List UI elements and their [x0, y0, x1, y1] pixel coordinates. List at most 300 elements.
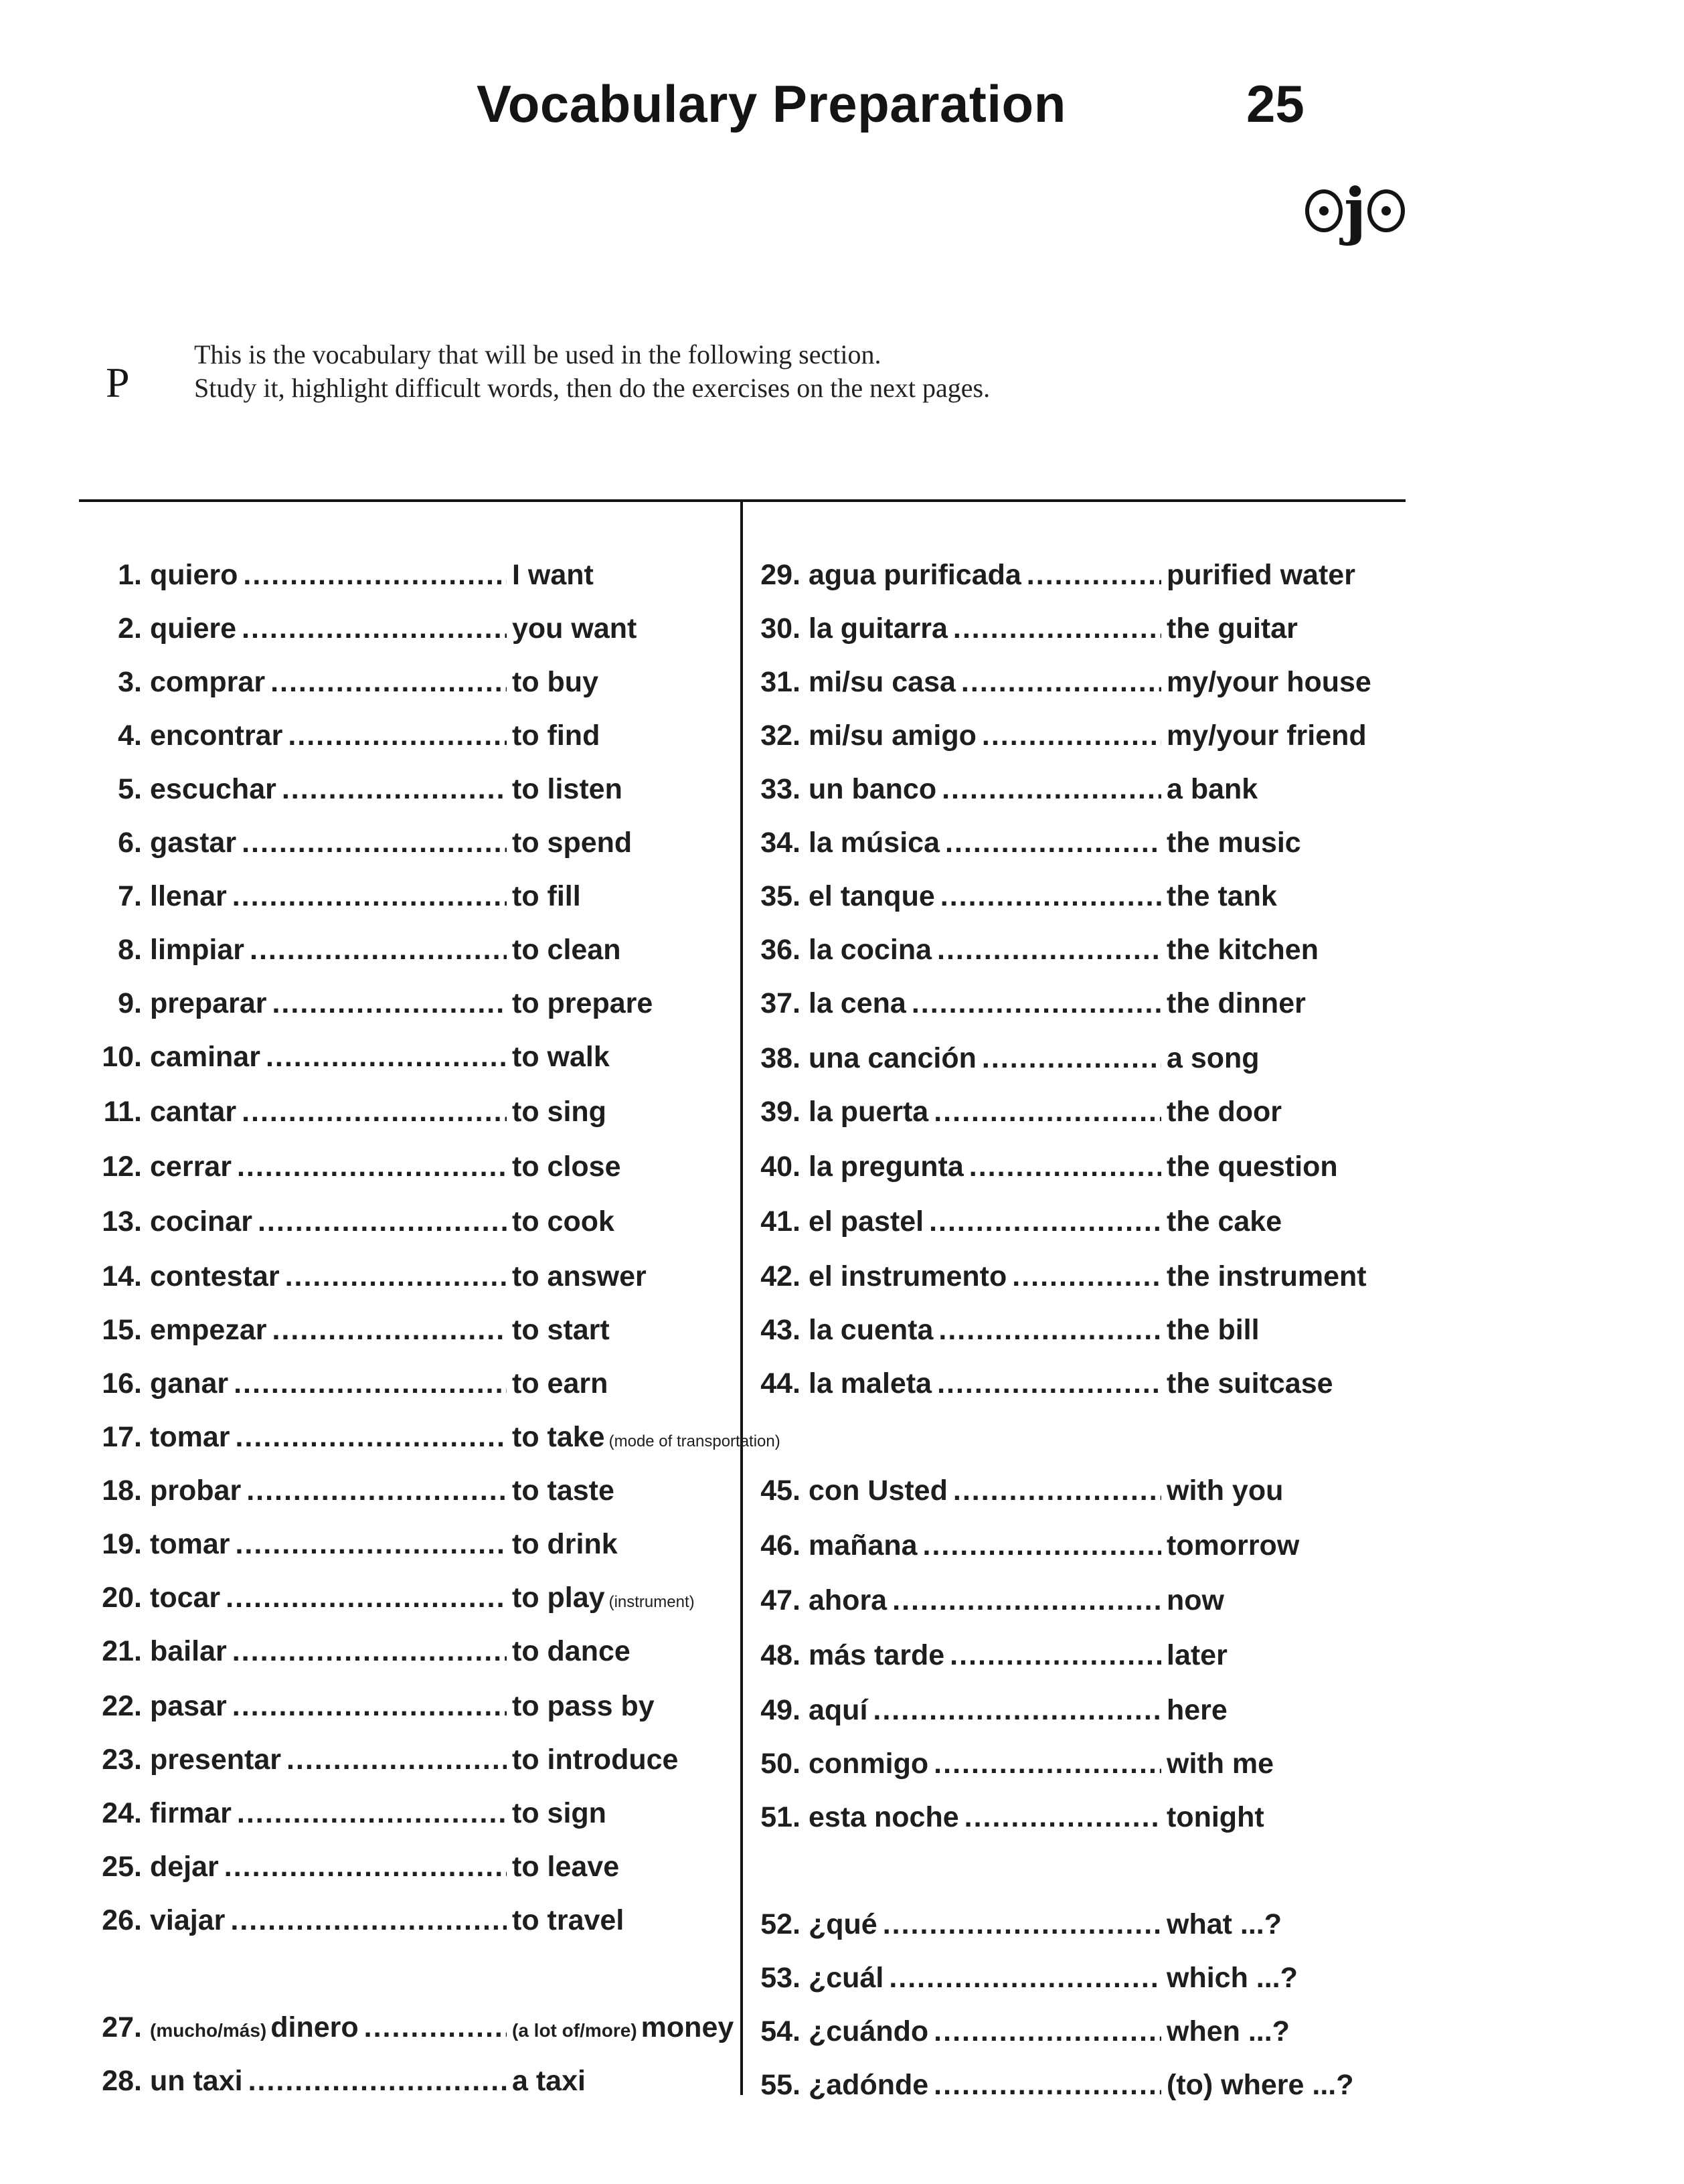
leader-dots [934, 2069, 1161, 2102]
english-translation: to start [512, 1314, 610, 1346]
spanish-term: caminar [150, 1041, 260, 1073]
vocab-entry [755, 827, 1398, 869]
entry-number: 24. [102, 1797, 142, 1829]
leader-dots [938, 1314, 1161, 1347]
spanish-term: tomar [150, 1421, 230, 1453]
english-cell [512, 1475, 743, 1507]
entry-number: 38. [760, 1042, 801, 1074]
spanish-term: ¿cuál [809, 1962, 884, 1994]
leader-dots [912, 987, 1161, 1020]
leader-dots [272, 1314, 507, 1347]
spanish-term: tomar [150, 1528, 230, 1560]
english-cell [1167, 934, 1398, 967]
english-translation: to spend [512, 827, 633, 859]
leader-dots [243, 559, 507, 592]
english-translation: purified water [1167, 559, 1355, 591]
spanish-term: con Usted [809, 1475, 948, 1507]
leader-dots [923, 1529, 1161, 1562]
vocab-entry [100, 1096, 743, 1139]
vocab-entry [755, 1260, 1398, 1303]
instructions [194, 338, 990, 405]
vocab-entry [100, 1367, 743, 1410]
spanish-term: ¿cuándo [809, 2015, 929, 2047]
entry-number: 27. [102, 2011, 142, 2043]
entry-number: 18. [102, 1475, 142, 1507]
entry-number: 33. [760, 773, 801, 805]
english-translation: my/your house [1167, 666, 1371, 698]
spanish-qualifier: (mucho/más) [150, 2020, 267, 2041]
vocab-entry [755, 1748, 1398, 1790]
english-cell [1167, 1584, 1398, 1617]
spanish-term: firmar [150, 1797, 232, 1829]
entry-number: 3. [118, 666, 142, 698]
usage-note: (mode of transportation) [608, 1432, 780, 1450]
spanish-term: conmigo [809, 1748, 929, 1780]
english-cell [512, 1096, 743, 1128]
vocab-entry [755, 880, 1398, 923]
leader-dots [982, 720, 1161, 752]
english-translation: (to) where ...? [1167, 2069, 1354, 2101]
english-translation: to drink [512, 1528, 618, 1560]
leader-dots [242, 827, 507, 859]
english-translation: to listen [512, 773, 622, 805]
entry-number: 17. [102, 1421, 142, 1453]
english-cell [1167, 1367, 1398, 1400]
leader-dots [942, 773, 1161, 806]
english-translation: the bill [1167, 1314, 1260, 1346]
leader-dots [230, 1904, 507, 1937]
english-cell [1167, 773, 1398, 806]
spanish-term: contestar [150, 1260, 280, 1292]
english-cell [512, 1690, 743, 1723]
vocab-entry [755, 1529, 1398, 1572]
spanish-term: mañana [809, 1529, 918, 1562]
entry-number: 10. [102, 1041, 142, 1073]
english-cell [512, 720, 743, 752]
leader-dots [246, 1475, 507, 1507]
entry-number: 19. [102, 1528, 142, 1560]
english-translation: to fill [512, 880, 581, 912]
entry-number: 37. [760, 987, 801, 1019]
english-cell [1167, 1042, 1398, 1075]
entry-number: 47. [760, 1584, 801, 1616]
entry-number: 41. [760, 1205, 801, 1238]
english-cell [1167, 612, 1398, 645]
english-cell [512, 1421, 780, 1454]
english-translation: to sing [512, 1096, 606, 1128]
spanish-term: aquí [809, 1694, 868, 1726]
english-translation: the guitar [1167, 612, 1298, 645]
leader-dots [232, 1690, 507, 1723]
leader-dots [964, 1801, 1161, 1834]
entry-number: 1. [118, 559, 142, 591]
entry-number: 16. [102, 1367, 142, 1400]
vocab-entry [100, 1205, 743, 1248]
leader-dots [937, 1367, 1161, 1400]
english-cell [512, 1314, 743, 1347]
spanish-term: llenar [150, 880, 227, 912]
english-translation: to cook [512, 1205, 614, 1238]
english-cell [1167, 1260, 1398, 1293]
leader-dots [237, 1797, 507, 1830]
entry-number: 2. [118, 612, 142, 645]
english-cell [1167, 2069, 1398, 2102]
english-translation: a bank [1167, 773, 1258, 805]
spanish-term: probar [150, 1475, 242, 1507]
vocab-entry [100, 1041, 743, 1084]
leader-dots [242, 1096, 507, 1128]
spanish-term: la pregunta [809, 1151, 964, 1183]
vocab-entry [755, 1314, 1398, 1357]
english-translation: which ...? [1167, 1962, 1298, 1994]
english-cell [512, 2065, 743, 2098]
leader-dots [953, 1475, 1161, 1507]
spanish-term: encontrar [150, 720, 283, 752]
spanish-term: la cuenta [809, 1314, 934, 1346]
entry-number: 52. [760, 1908, 801, 1940]
leader-dots [929, 1205, 1161, 1238]
english-translation: the cake [1167, 1205, 1282, 1238]
spanish-term: preparar [150, 987, 267, 1019]
vocab-entry [100, 612, 743, 655]
entry-number: 28. [102, 2065, 142, 2097]
entry-number: 35. [760, 880, 801, 912]
vocab-entry [755, 1801, 1398, 1844]
leader-dots [937, 934, 1161, 967]
spanish-term: quiero [150, 559, 238, 591]
vocab-entry [755, 1694, 1398, 1737]
english-translation: the door [1167, 1096, 1282, 1128]
page-number: 25 [1246, 74, 1304, 133]
entry-number: 32. [760, 720, 801, 752]
english-cell [512, 559, 743, 592]
spanish-term: pasar [150, 1690, 227, 1722]
english-translation: here [1167, 1694, 1228, 1726]
english-cell [512, 612, 743, 645]
spanish-term: limpiar [150, 934, 244, 966]
english-translation: the instrument [1167, 1260, 1367, 1292]
spanish-term: dinero [270, 2011, 359, 2043]
english-translation: to taste [512, 1475, 614, 1507]
entry-number: 49. [760, 1694, 801, 1726]
spanish-term: un banco [809, 773, 937, 805]
entry-number: 23. [102, 1744, 142, 1776]
entry-number: 51. [760, 1801, 801, 1833]
english-translation: to travel [512, 1904, 624, 1936]
leader-dots [226, 1582, 507, 1614]
english-cell [512, 880, 743, 913]
spanish-term: empezar [150, 1314, 267, 1346]
vocab-entry [100, 1421, 780, 1464]
entry-number: 7. [118, 880, 142, 912]
english-translation: to take [512, 1421, 605, 1453]
english-cell [512, 987, 743, 1020]
english-translation: with you [1167, 1475, 1284, 1507]
spanish-term: mi/su amigo [809, 720, 977, 752]
spanish-term: dejar [150, 1851, 219, 1883]
english-cell [1167, 1694, 1398, 1727]
leader-dots [934, 2015, 1161, 2048]
entry-number: 40. [760, 1151, 801, 1183]
english-translation: to introduce [512, 1744, 679, 1776]
vocab-entry [100, 880, 743, 923]
english-cell [1167, 2015, 1398, 2048]
english-cell [512, 934, 743, 967]
leader-dots [250, 934, 507, 967]
vocab-entry [100, 559, 743, 602]
english-translation: to sign [512, 1797, 606, 1829]
spanish-term: una canción [809, 1042, 977, 1074]
leader-dots [873, 1694, 1161, 1727]
entry-number: 26. [102, 1904, 142, 1936]
spanish-term: la guitarra [809, 612, 948, 645]
english-cell [512, 1367, 743, 1400]
entry-number: 25. [102, 1851, 142, 1883]
leader-dots [892, 1584, 1161, 1617]
leader-dots [883, 1908, 1161, 1941]
english-cell [1167, 666, 1398, 699]
spanish-term: el pastel [809, 1205, 924, 1238]
english-cell [512, 1851, 743, 1883]
leader-dots [270, 666, 507, 699]
spanish-term: esta noche [809, 1801, 959, 1833]
english-translation: what ...? [1167, 1908, 1282, 1940]
entry-number: 50. [760, 1748, 801, 1780]
spanish-term: presentar [150, 1744, 281, 1776]
spanish-term: ahora [809, 1584, 888, 1616]
vocab-entry [100, 1904, 743, 1947]
vocab-entry [100, 720, 743, 762]
vocab-entry [755, 987, 1398, 1030]
vocab-entry [755, 1639, 1398, 1682]
leader-dots [934, 1748, 1161, 1780]
spanish-term: cocinar [150, 1205, 252, 1238]
vocab-entry [100, 666, 743, 709]
entry-number: 22. [102, 1690, 142, 1722]
spanish-term: más tarde [809, 1639, 945, 1671]
english-cell [512, 1205, 743, 1238]
english-cell [1167, 987, 1398, 1020]
english-translation: a taxi [512, 2065, 586, 2097]
entry-number: 55. [760, 2069, 801, 2101]
vocab-entry [100, 1314, 743, 1357]
english-translation: the music [1167, 827, 1301, 859]
english-translation: to find [512, 720, 600, 752]
leader-dots [969, 1151, 1161, 1183]
vocab-entry [100, 1635, 743, 1678]
leader-dots [258, 1205, 507, 1238]
spanish-term: cerrar [150, 1151, 232, 1183]
leader-dots [224, 1851, 507, 1883]
entry-number: 48. [760, 1639, 801, 1671]
instruction-line: Study it, highlight difficult words, then do the exercises on the next pages. [194, 373, 991, 403]
vocab-entry [100, 934, 743, 977]
vocab-entry [755, 666, 1398, 709]
entry-number: 14. [102, 1260, 142, 1292]
leader-dots [950, 1639, 1161, 1672]
vocab-entry [100, 1528, 743, 1571]
english-cell [1167, 1639, 1398, 1672]
entry-number: 31. [760, 666, 801, 698]
english-translation: now [1167, 1584, 1224, 1616]
entry-number: 29. [760, 559, 801, 591]
entry-number: 54. [760, 2015, 801, 2047]
leader-dots [288, 720, 507, 752]
vocab-entry [755, 934, 1398, 977]
vocab-entry [755, 2069, 1398, 2112]
leader-dots [248, 2065, 507, 2098]
english-translation: money [641, 2011, 734, 2043]
vocab-entry [755, 1042, 1398, 1085]
spanish-term: escuchar [150, 773, 276, 805]
leader-dots [953, 612, 1161, 645]
vocab-entry [100, 773, 743, 816]
leader-dots [1012, 1260, 1161, 1293]
english-translation: tomorrow [1167, 1529, 1300, 1562]
english-cell [1167, 559, 1398, 592]
english-translation: to dance [512, 1635, 630, 1667]
entry-number: 30. [760, 612, 801, 645]
spanish-term: mi/su casa [809, 666, 956, 698]
entry-number: 8. [118, 934, 142, 966]
vocab-entry [755, 1908, 1398, 1951]
ojo-logo: j [1305, 175, 1405, 242]
instruction-line: This is the vocabulary that will be used in the following section. [194, 339, 881, 369]
leader-dots [266, 1041, 507, 1074]
vocab-entry [100, 827, 743, 869]
spanish-term: la cocina [809, 934, 932, 966]
english-cell [1167, 1151, 1398, 1183]
entry-number: 15. [102, 1314, 142, 1346]
english-translation: later [1167, 1639, 1228, 1671]
english-cell [512, 666, 743, 699]
vocab-entry [755, 612, 1398, 655]
vocab-entry [100, 987, 743, 1030]
spanish-term: la cena [809, 987, 906, 1019]
vocab-entry [755, 2015, 1398, 2058]
spanish-term: el tanque [809, 880, 935, 912]
entry-number: 34. [760, 827, 801, 859]
vocab-entry [100, 1744, 743, 1786]
english-translation: to leave [512, 1851, 620, 1883]
english-cell [1167, 1529, 1398, 1562]
english-translation: the tank [1167, 880, 1277, 912]
vocab-entry [755, 1584, 1398, 1627]
leader-dots [272, 987, 507, 1020]
vocab-entry [100, 1475, 743, 1517]
entry-number: 39. [760, 1096, 801, 1128]
leader-dots [940, 880, 1161, 913]
english-translation: you want [512, 612, 637, 645]
english-translation: to close [512, 1151, 621, 1183]
leader-dots [934, 1096, 1161, 1128]
spanish-term: la puerta [809, 1096, 929, 1128]
spanish-term: la maleta [809, 1367, 932, 1400]
spanish-term: un taxi [150, 2065, 243, 2097]
vocab-entry [755, 559, 1398, 602]
spanish-term: ¿qué [809, 1908, 877, 1940]
english-translation: the suitcase [1167, 1367, 1333, 1400]
english-cell [1167, 1748, 1398, 1780]
english-translation: to walk [512, 1041, 610, 1073]
english-cell [512, 1797, 743, 1830]
english-cell [1167, 1096, 1398, 1128]
vocab-entry [755, 773, 1398, 816]
spanish-term: tocar [150, 1582, 221, 1614]
english-translation: my/your friend [1167, 720, 1367, 752]
english-translation: the kitchen [1167, 934, 1319, 966]
leader-dots [961, 666, 1161, 699]
english-cell [512, 773, 743, 806]
vocab-entry [100, 1851, 743, 1894]
entry-number: 42. [760, 1260, 801, 1292]
vocab-entry [755, 1475, 1398, 1517]
entry-number: 5. [118, 773, 142, 805]
entry-number: 44. [760, 1367, 801, 1400]
spanish-term: viajar [150, 1904, 226, 1936]
eye-icon [1305, 189, 1343, 232]
english-cell [512, 1151, 743, 1183]
usage-note: (instrument) [608, 1593, 695, 1611]
spanish-term: quiere [150, 612, 237, 645]
vocab-entry [100, 1151, 743, 1193]
entry-number: 12. [102, 1151, 142, 1183]
leader-dots [285, 1260, 507, 1293]
spanish-term: ganar [150, 1367, 229, 1400]
leader-dots [232, 880, 507, 913]
english-cell [512, 1744, 743, 1776]
vocab-entry [755, 1367, 1398, 1410]
english-cell [1167, 720, 1398, 752]
english-cell [512, 1528, 743, 1561]
english-translation: with me [1167, 1748, 1274, 1780]
vocab-entry [100, 1797, 743, 1840]
leader-dots [242, 612, 507, 645]
english-translation: the question [1167, 1151, 1338, 1183]
english-cell [512, 1041, 743, 1074]
vocab-entry [755, 1096, 1398, 1139]
entry-number: 6. [118, 827, 142, 859]
leader-dots [945, 827, 1161, 859]
english-qualifier: (a lot of/more) [512, 2020, 637, 2041]
english-cell [512, 1904, 743, 1937]
english-translation: to prepare [512, 987, 653, 1019]
english-cell [1167, 1475, 1398, 1507]
spanish-term: la música [809, 827, 940, 859]
entry-number: 43. [760, 1314, 801, 1346]
leader-dots [286, 1744, 507, 1776]
english-cell [512, 2011, 743, 2044]
entry-number: 4. [118, 720, 142, 752]
leader-dots [237, 1151, 507, 1183]
vocab-entry [755, 1151, 1398, 1193]
english-translation: to earn [512, 1367, 608, 1400]
vocab-entry [100, 1582, 743, 1624]
english-translation: to buy [512, 666, 598, 698]
spanish-term: gastar [150, 827, 237, 859]
leader-dots [232, 1635, 507, 1668]
english-cell [1167, 1908, 1398, 1941]
english-translation: to answer [512, 1260, 647, 1292]
eye-icon [1367, 189, 1405, 232]
leader-dots [282, 773, 507, 806]
entry-number: 45. [760, 1475, 801, 1507]
leader-dots [982, 1042, 1161, 1075]
english-cell [1167, 1205, 1398, 1238]
leader-dots [889, 1962, 1161, 1995]
english-cell [512, 1582, 743, 1614]
vocab-entry [100, 2011, 743, 2054]
